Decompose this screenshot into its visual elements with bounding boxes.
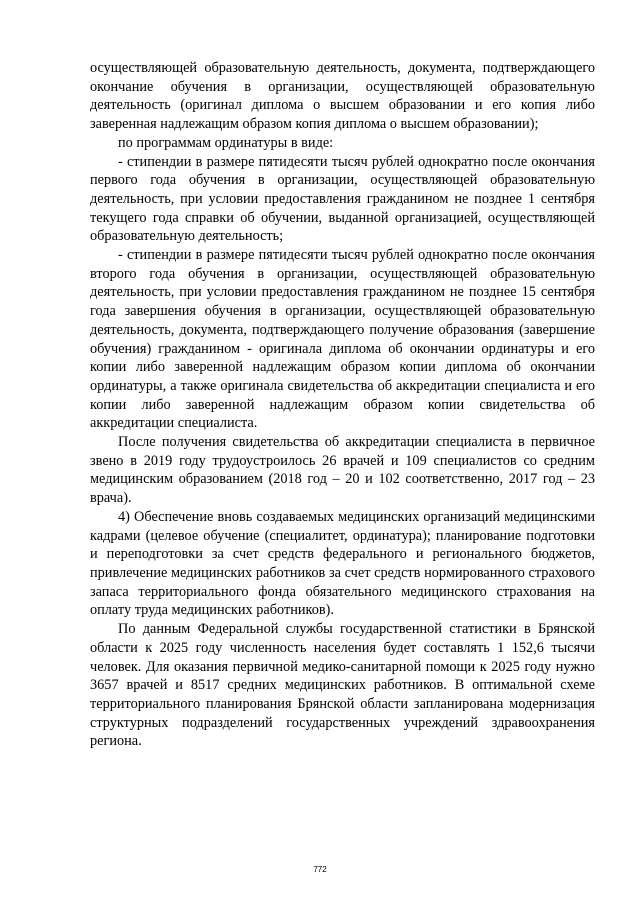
paragraph-staffing-item-4: 4) Обеспечение вновь создаваемых медицинских организаций медицинскими кадрами (целевое обучение (специалитет, ординатура); планирование подготовки и переподготовки за счет средств федерального и регионального бюджетов, привлечение медицинских работников за счет средств нормированного страхового запаса территориального фонда обязательного медицинского страхования на оплату труда медицинских работников). — [90, 508, 595, 619]
paragraph-residency-intro: по программам ординатуры в виде: — [118, 134, 334, 151]
paragraph-first-year-stipend: - стипендии в размере пятидесяти тысяч рублей однократно после окончания первого года обучения в организации, осуществляющей образовательную деятельность, при условии предоставления гражданином не позднее 1 сентября текущего года справки об обучении, выданной организацией, осуществляющей образовательную деятельность; — [90, 153, 595, 245]
body-text — [90, 59, 595, 751]
paragraph-second-year-stipend: - стипендии в размере пятидесяти тысяч рублей однократно после окончания второго года обучения в организации, осуществляющей образовательную деятельность, при условии предоставления гражданином не позднее 15 сентября года завершения обучения в организации, осуществляющей образовательную деятельность, документа, подтверждающего получение образования (завершение обучения) гражданином - оригинала диплома об окончании ординатуры и его копии либо заверенной надлежащим образом копии диплома об окончании ординатуры, а также оригинала свидетельства об аккредитации специалиста и его копии либо заверенной надлежащим образом копии свидетельства об аккредитации специалиста. — [90, 247, 595, 432]
paragraph-continuation: осуществляющей образовательную деятельность, документа, подтверждающего окончание обучения в организации, осуществляющей образовательную деятельность (оригинал диплома о высшем образовании и его копия либо заверенная надлежащим образом копия диплома о высшем образовании); — [90, 60, 595, 133]
paragraph-population-forecast: По данным Федеральной службы государственной статистики в Брянской области к 2025 году численность населения будет составлять 1 152,6 тысячи человек. Для оказания первичной медико-санитарной помощи к 2025 году нужно 3657 врачей и 8517 средних медицинских работников. В оптимальной схеме территориального планирования Брянской области запланирована модернизация структурных подразделений государственных учреждений здравоохранения региона. — [90, 621, 595, 750]
page-number: 772 — [313, 865, 327, 874]
paragraph-accreditation-stats: После получения свидетельства об аккредитации специалиста в первичное звено в 2019 году трудоустроилось 26 врачей и 109 специалистов со средним медицинским образованием (2018 год – 20 и 102 соответственно, 2017 год – 23 врача). — [90, 434, 595, 507]
